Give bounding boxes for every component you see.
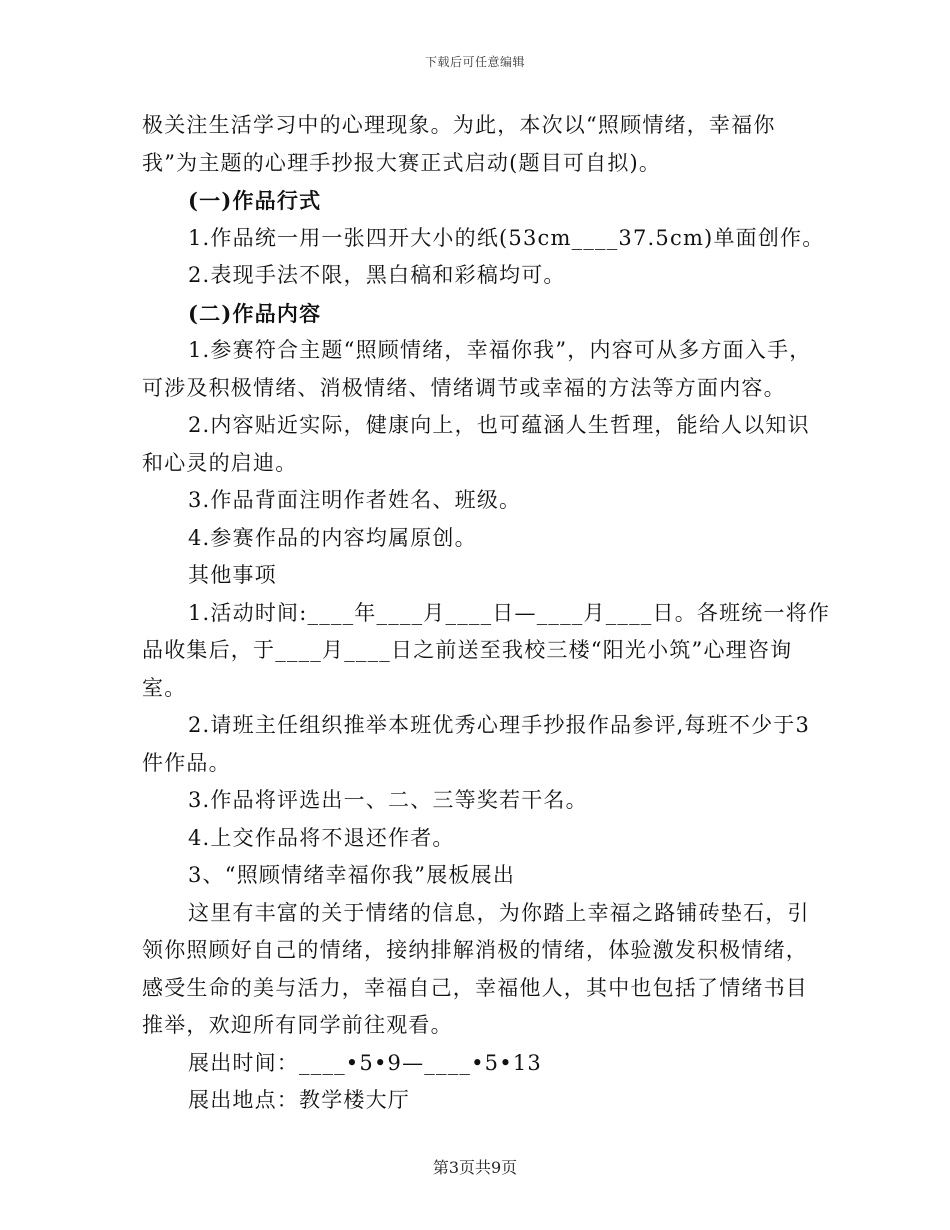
- paragraph-line: 和心灵的启迪。: [142, 450, 298, 475]
- paragraph-line: 4.参赛作品的内容均属原创。: [188, 525, 477, 550]
- paragraph-line: 3、“照顾情绪幸福你我”展板展出: [188, 863, 516, 887]
- section-heading: (一)作品行式: [188, 188, 322, 213]
- paragraph-line: 3.作品将评选出一、二、三等奖若干名。: [188, 788, 588, 812]
- paragraph-line: 2.表现手法不限，黑白稿和彩稿均可。: [188, 263, 566, 287]
- paragraph-line: 其他事项: [188, 563, 277, 587]
- page-header: 下载后可任意编辑: [424, 55, 525, 69]
- paragraph-line: 1.活动时间:____年____月____日—____月____日。各班统一将作: [188, 600, 831, 625]
- paragraph-line: 品收集后，于____月____日之前送至我校三楼“阳光小筑”心理咨询: [142, 638, 793, 662]
- paragraph-line: 极关注生活学习中的心理现象。为此，本次以“照顾情绪，幸福你: [142, 113, 776, 137]
- paragraph-line: 3.作品背面注明作者姓名、班级。: [188, 488, 522, 512]
- paragraph-line: 领你照顾好自己的情绪，接纳排解消极的情绪，体验激发积极情绪，: [142, 938, 808, 962]
- paragraph-line: 感受生命的美与活力，幸福自己，幸福他人，其中也包括了情绪书目: [142, 975, 808, 1000]
- paragraph-line: 1.作品统一用一张四开大小的纸(53cm____37.5cm)单面创作。: [188, 225, 825, 250]
- paragraph-line: 可涉及积极情绪、消极情绪、情绪调节或幸福的方法等方面内容。: [142, 375, 786, 400]
- page-footer: 第3页共9页: [432, 1158, 518, 1177]
- paragraph-line: 室。: [142, 675, 187, 700]
- paragraph-line: 这里有丰富的关于情绪的信息，为你踏上幸福之路铺砖垫石，引: [188, 900, 810, 925]
- paragraph-line: 推举，欢迎所有同学前往观看。: [142, 1013, 453, 1037]
- section-heading: (二)作品内容: [188, 300, 322, 326]
- paragraph-line: 展出地点：教学楼大厅: [188, 1088, 410, 1112]
- paragraph-line: 件作品。: [142, 750, 231, 775]
- paragraph-line: 4.上交作品将不退还作者。: [188, 825, 455, 850]
- paragraph-line: 我”为主题的心理手抄报大赛正式启动(题目可自拟)。: [142, 150, 662, 175]
- paragraph-line: 2.请班主任组织推举本班优秀心理手抄报作品参评,每班不少于3: [188, 713, 811, 737]
- paragraph-line: 2.内容贴近实际，健康向上，也可蕴涵人生哲理，能给人以知识: [188, 413, 810, 437]
- paragraph-line: 展出时间：____•5•9—____•5•13: [188, 1050, 542, 1075]
- document-body: [142, 107, 831, 1120]
- paragraph-line: 1.参赛符合主题“照顾情绪，幸福你我”，内容可从多方面入手，: [188, 338, 812, 362]
